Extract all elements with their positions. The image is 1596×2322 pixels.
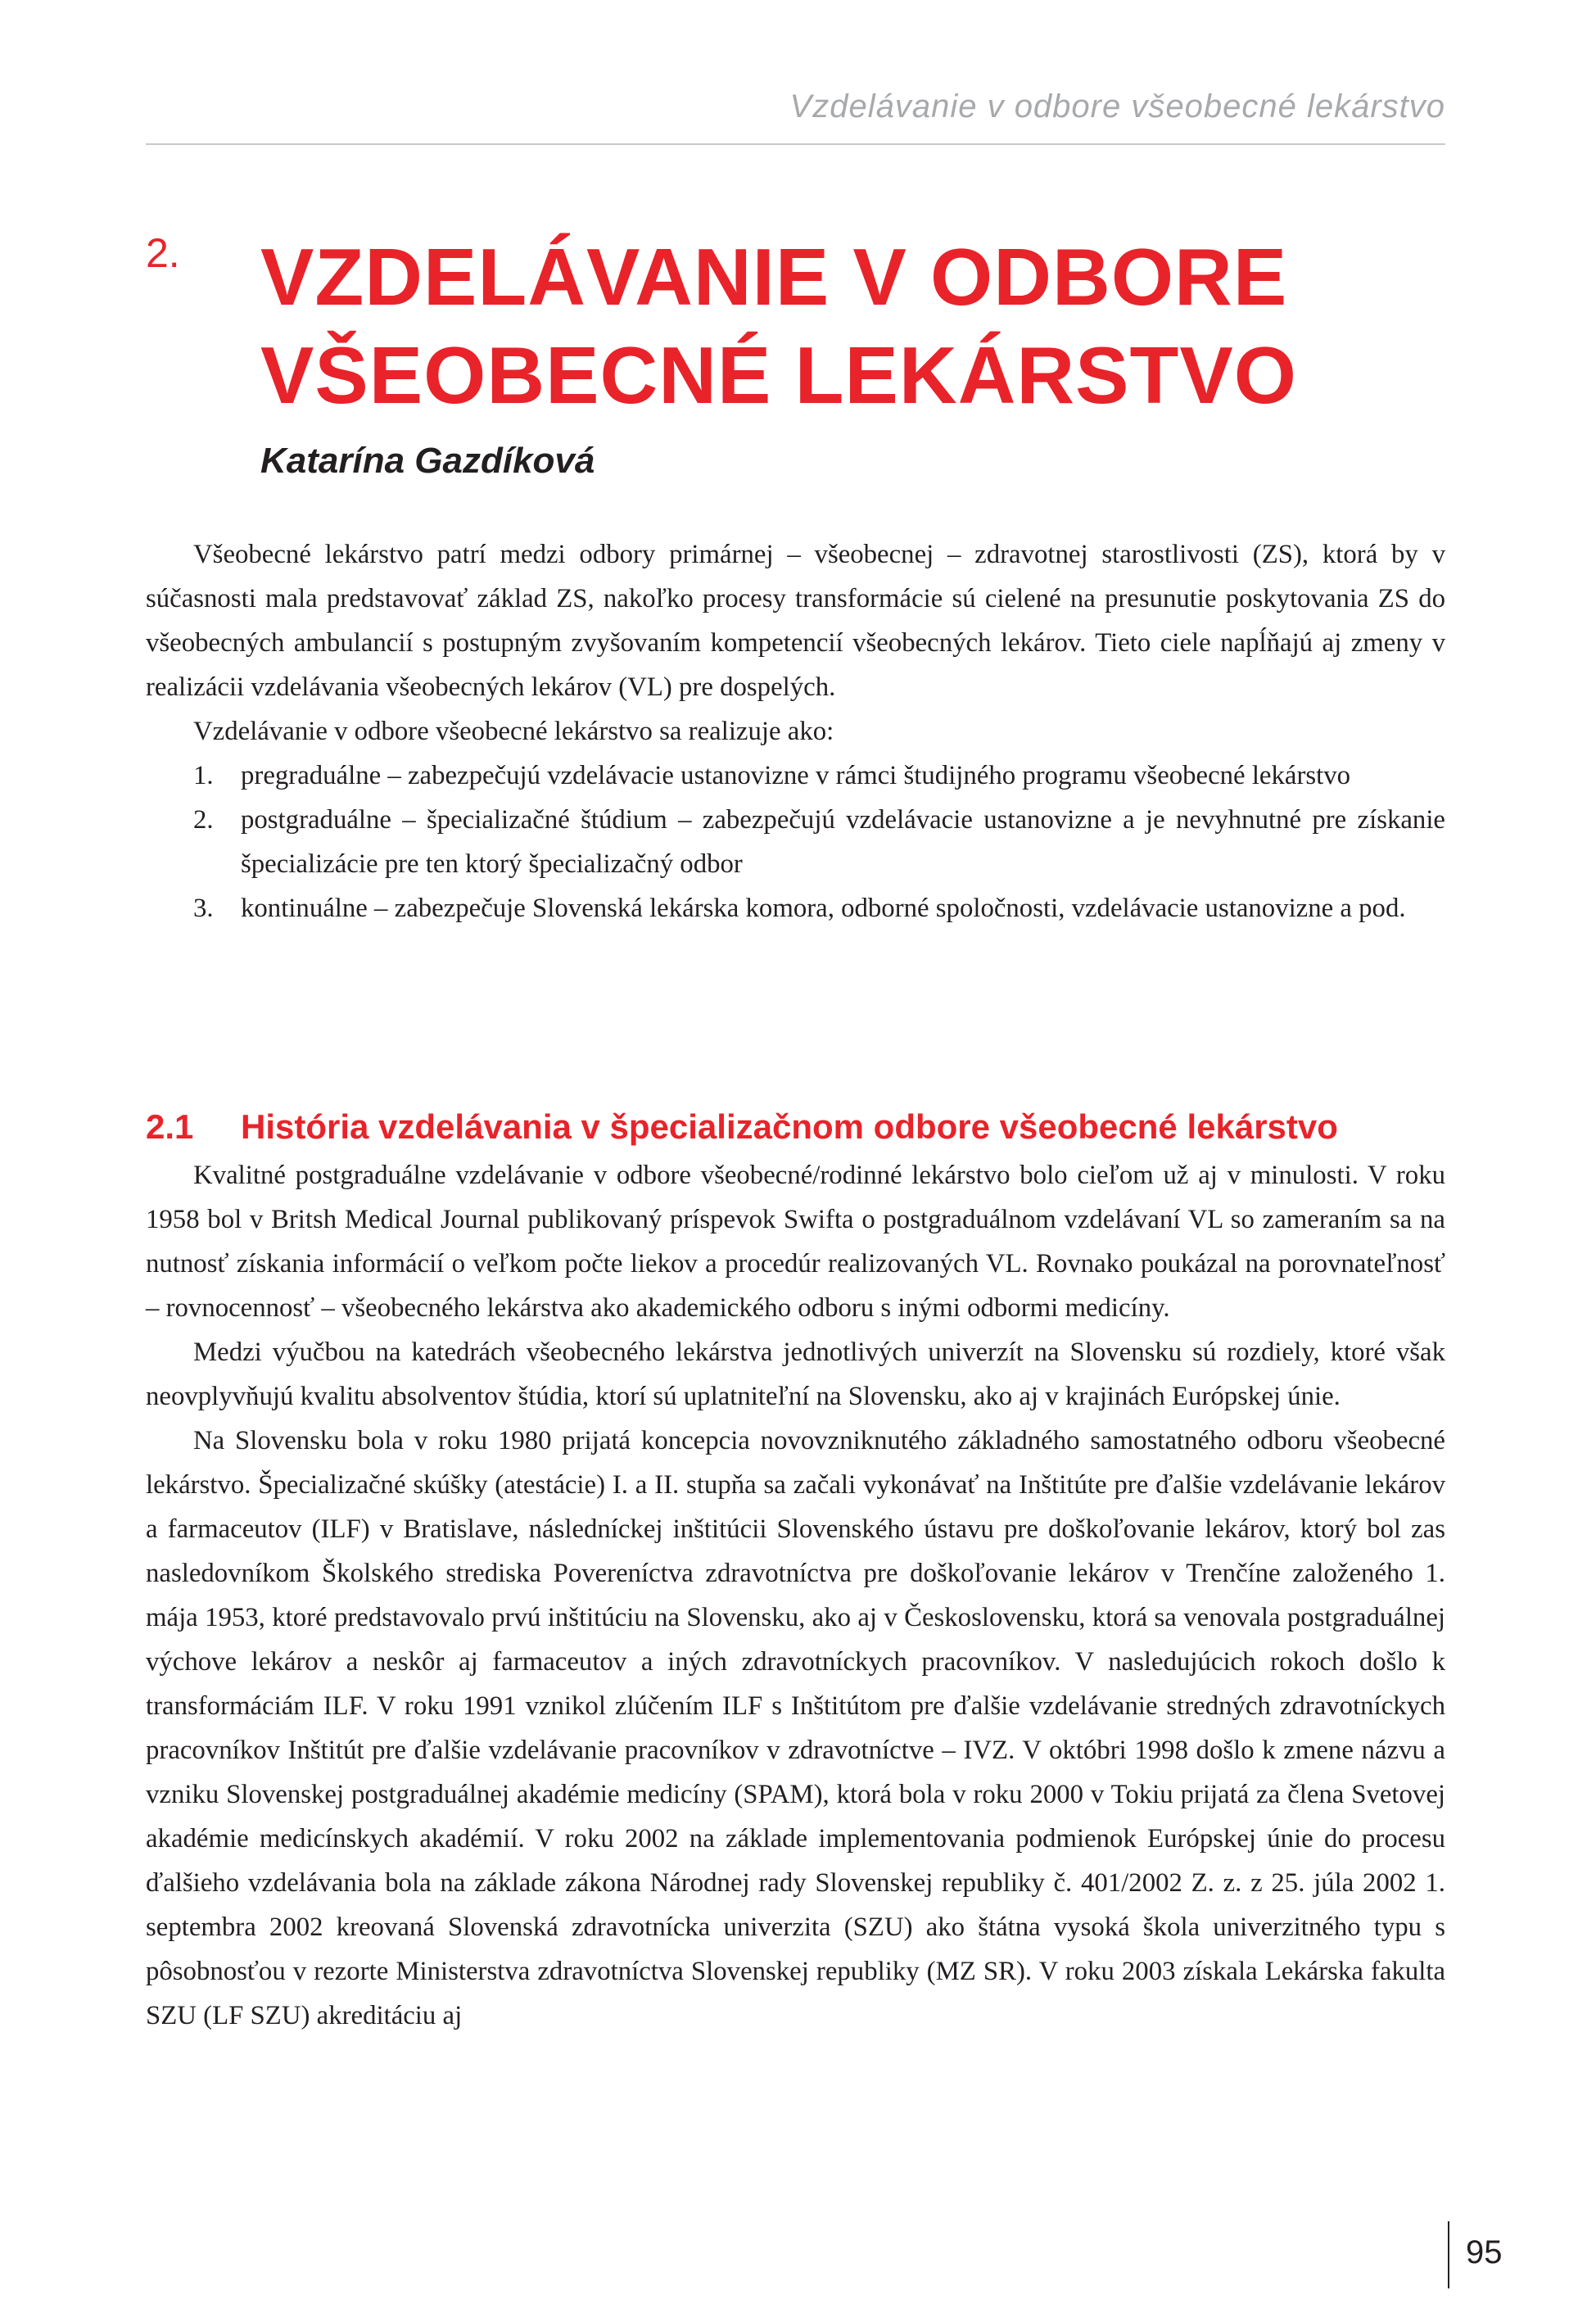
list-item-number: 2.	[193, 805, 214, 835]
chapter-title-line-1: VZDELÁVANIE V ODBORE	[260, 232, 1288, 322]
running-head: Vzdelávanie v odbore všeobecné lekárstvo	[789, 88, 1445, 124]
chapter-author: Katarína Gazdíková	[260, 441, 595, 481]
list-item-text: postgraduálne – špecializačné štúdium – zabezpečujú vzdelávacie ustanovizne a je nevyhnutné pre získanie špecializácie pre ten ktorý špecializačný odbor	[241, 805, 1445, 879]
list-item	[146, 886, 1445, 930]
section-number: 2.1	[146, 1107, 194, 1146]
history-paragraph-3: Na Slovensku bola v roku 1980 prijatá koncepcia novovzniknutého základného samostatného odboru všeobecné lekárstvo. Špecializačné skúšky (atestácie) I. a II. stupňa sa začali vykonávať na Inštitúte pre ďalšie vzdelávanie lekárov a farmaceutov (ILF) v Bratislave, následníckej inštitúcii Slovenského ústavu pre doškoľovanie lekárov, ktorý bol zas nasledovníkom Školského strediska Povereníctva zdravotníctva pre doškoľovanie lekárov v Trenčíne založeného 1. mája 1953, ktoré predstavovalo prvú inštitúciu na Slovensku, ako aj v Československu, ktorá sa venovala postgraduálnej výchove lekárov a neskôr aj farmaceutov a iných zdravotníckych pracovníkov. V nasledujúcich rokoch došlo k transformáciám ILF. V roku 1991 vznikol zlúčením ILF s Inštitútom pre ďalšie vzdelávanie stredných zdravotníckych pracovníkov Inštitút pre ďalšie vzdelávanie pracovníkov v zdravotníctve – IVZ. V októbri 1998 došlo k zmene názvu a vzniku Slovenskej postgraduálnej akadémie medicíny (SPAM), ktorá bola v roku 2000 v Tokiu prijatá za člena Svetovej akadémie medicínskych akadémií. V roku 2002 na základe implementovania podmienok Európskej únie do procesu ďalšieho vzdelávania bola na základe zákona Národnej rady Slovenskej republiky č. 401/2002 Z. z. z 25. júla 2002 1. septembra 2002 kreovaná Slovenská zdravotnícka univerzita (SZU) ako štátna vysoká škola univerzitného typu s pôsobnosťou v rezorte Ministerstva zdravotníctva Slovenskej republiky (MZ SR). V roku 2003 získala Lekárska fakulta SZU (LF SZU) akreditáciu aj	[146, 1426, 1445, 2030]
list-item-text: kontinuálne – zabezpečuje Slovenská lekárska komora, odborné spoločnosti, vzdelávacie ustanovizne a pod.	[241, 894, 1406, 923]
section-heading	[146, 1107, 1338, 1147]
section-title: História vzdelávania v špecializačnom odbore všeobecné lekárstvo	[241, 1107, 1338, 1146]
history-paragraph-1: Kvalitné postgraduálne vzdelávanie v odbore všeobecné/rodinné lekárstvo bolo cieľom už aj v minulosti. V roku 1958 bol v Britsh Medical Journal publikovaný príspevok Swifta o postgraduálnom vzdelávaní VL so zameraním sa na nutnosť získania informácií o veľkom počte liekov a procedúr realizovaných VL. Rovnako poukázal na porovnateľnosť – rovnocennosť – všeobecného lekárstva ako akademického odboru s inými odbormi medicíny.	[146, 1161, 1445, 1323]
header-divider	[146, 143, 1445, 145]
chapter-number: 2.	[146, 230, 180, 276]
list-item	[146, 754, 1445, 798]
list-lead: Vzdelávanie v odbore všeobecné lekárstvo sa realizuje ako:	[193, 717, 834, 746]
education-list	[146, 754, 1445, 930]
list-item	[146, 798, 1445, 886]
chapter-title	[260, 228, 1297, 424]
intro-section	[146, 532, 1445, 930]
list-item-number: 3.	[193, 894, 214, 923]
history-section	[146, 1153, 1445, 2038]
history-paragraph-2: Medzi výučbou na katedrách všeobecného lekárstva jednotlivých univerzít na Slovensku sú rozdiely, ktoré však neovplyvňujú kvalitu absolventov štúdia, ktorí sú uplatniteľní na Slovensku, ako aj v krajinách Európskej únie.	[146, 1338, 1445, 1411]
list-item-text: pregraduálne – zabezpečujú vzdelávacie ustanovizne v rámci študijného programu všeobecné lekárstvo	[241, 761, 1351, 790]
page-number: 95	[1466, 2234, 1503, 2270]
intro-paragraph: Všeobecné lekárstvo patrí medzi odbory primárnej – všeobecnej – zdravotnej starostlivosti (ZS), ktorá by v súčasnosti mala predstavovať základ ZS, nakoľko procesy transformácie sú cielené na presunutie poskytovania ZS do všeobecných ambulancií s postupným zvyšovaním kompetencií všeobecných lekárov. Tieto ciele napĺňajú aj zmeny v realizácii vzdelávania všeobecných lekárov (VL) pre dospelých.	[146, 540, 1445, 702]
list-item-number: 1.	[193, 761, 214, 790]
page-number-divider	[1448, 2221, 1449, 2288]
chapter-title-line-2: VŠEOBECNÉ LEKÁRSTVO	[260, 330, 1297, 420]
